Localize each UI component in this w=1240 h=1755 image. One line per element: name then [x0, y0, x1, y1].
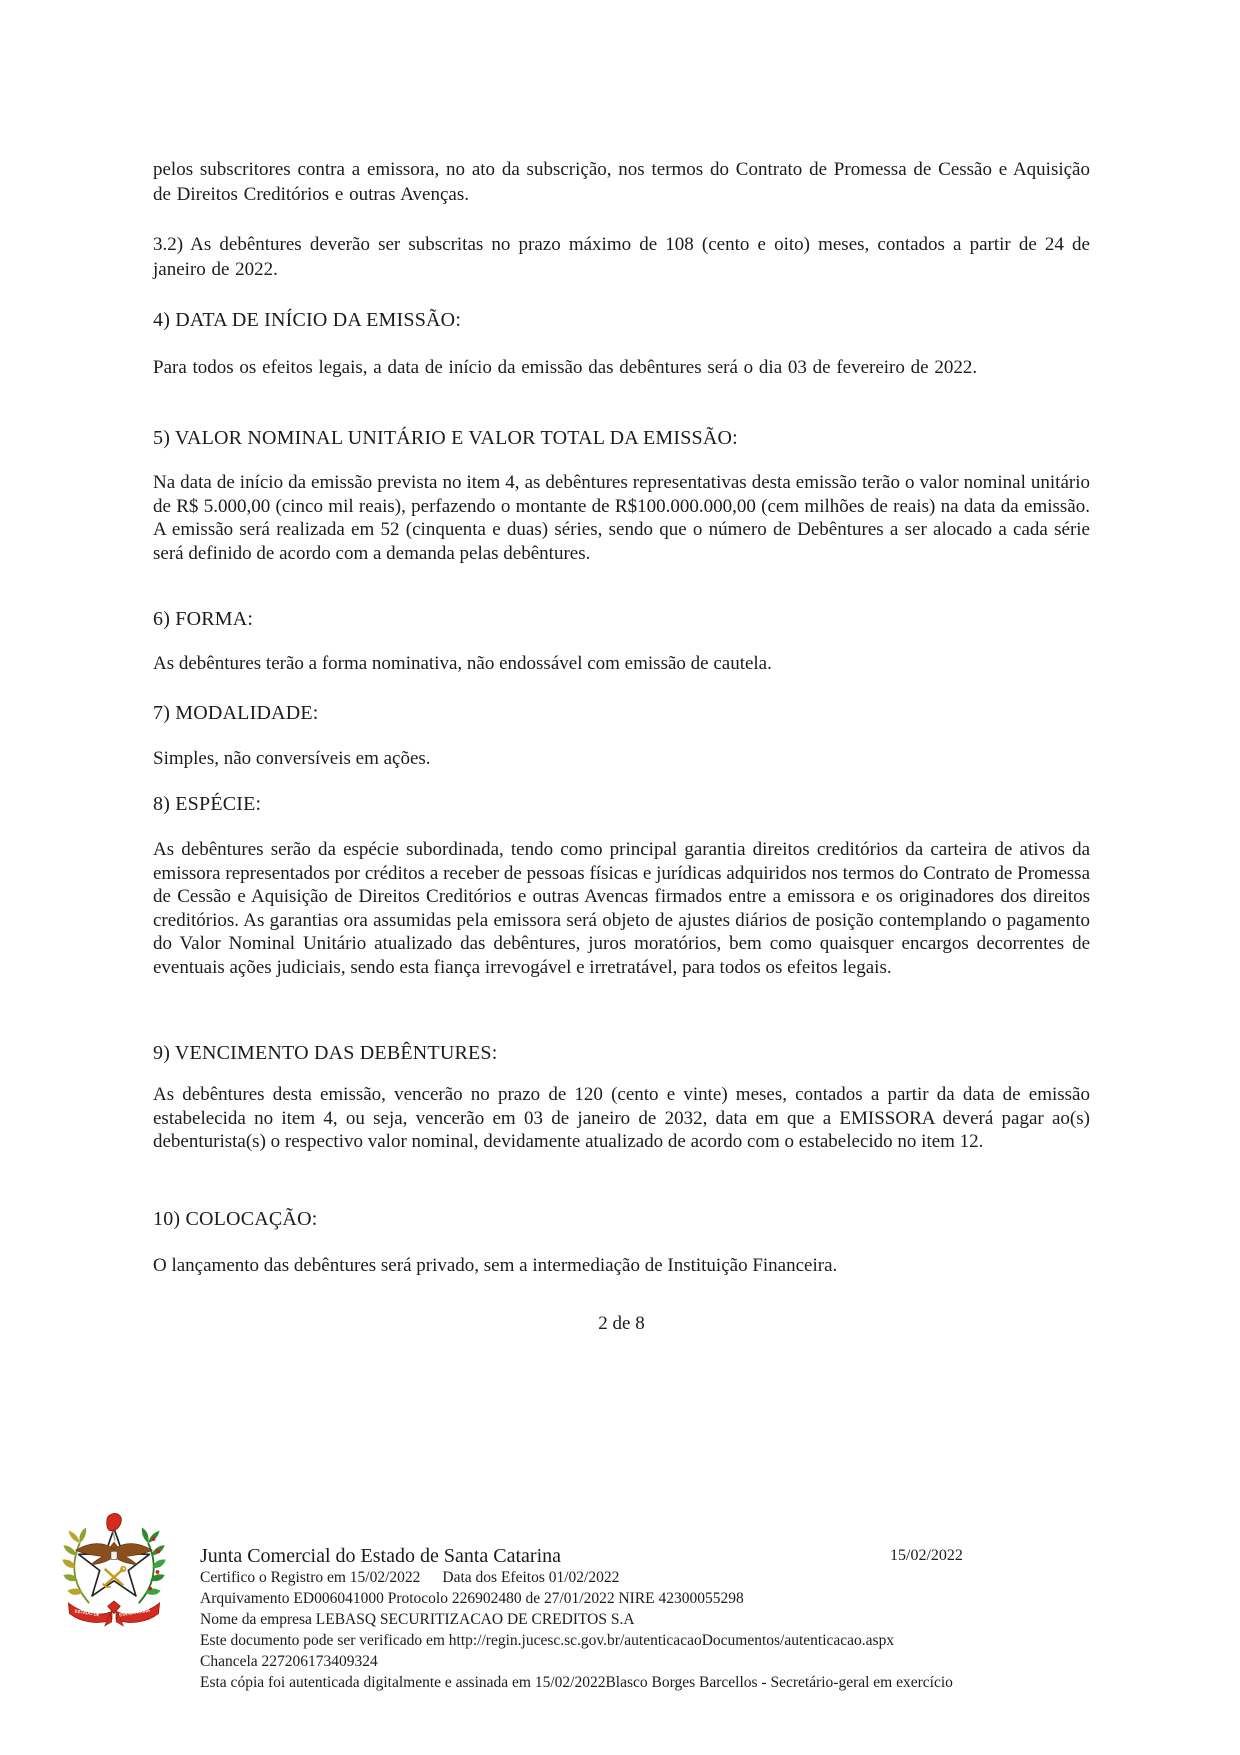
page-number: 2 de 8: [598, 1313, 645, 1334]
registry-line-autenticacao: Esta cópia foi autenticada digitalmente e assinada em 15/02/2022Blasco Borges Barcellos - Secretário-geral em exercício: [200, 1674, 953, 1691]
section-8-heading: 8) ESPÉCIE:: [153, 793, 262, 815]
stamp-date: 15/02/2022: [890, 1547, 963, 1564]
seal-ribbon-text-left: ESTADO DE: [74, 1608, 100, 1618]
section-6-heading: 6) FORMA:: [153, 608, 254, 630]
santa-catarina-state-seal-icon: [62, 1512, 166, 1630]
registry-line-verificacao: Este documento pode ser verificado em http://regin.jucesc.sc.gov.br/autenticacaoDocumentos/autenticacao.aspx: [200, 1632, 895, 1649]
efeitos-text: Data dos Efeitos 01/02/2022: [442, 1569, 620, 1586]
registry-line-registro: [200, 1569, 619, 1587]
section-4-paragraph: Para todos os efeitos legais, a data de início da emissão das debêntures será o dia 03 de fevereiro de 2022.: [153, 357, 978, 378]
clause-3-2-paragraph: 3.2) As debêntures deverão ser subscritas no prazo máximo de 108 (cento e oito) meses, contados a partir de 24 de janeiro de 2022.: [153, 234, 1090, 280]
section-8-paragraph: As debêntures serão da espécie subordinada, tendo como principal garantia direitos creditórios da carteira de ativos da emissora representados por créditos a receber de pessoas físicas e jurídicas adquiridos nos termos do Contrato de Promessa de Cessão e Aquisição de Direitos Creditórios e outras Avencas firmados entre a emissora e os originadores dos direitos creditórios. As garantias ora assumidas pela emissora será objeto de ajustes diários de posição contemplando o pagamento do Valor Nominal Unitário atualizado das debêntures, juros moratórios, bem como quaisquer encargos decorrentes de eventuais ações judiciais, sendo esta fiança irrevogável e irretratável, para todos os efeitos legais.: [153, 839, 1090, 978]
section-10-paragraph: O lançamento das debêntures será privado, sem a intermediação de Instituição Financeira.: [153, 1255, 838, 1276]
section-5-heading: 5) VALOR NOMINAL UNITÁRIO E VALOR TOTAL DA EMISSÃO:: [153, 427, 738, 449]
seal-ribbon: [68, 1601, 159, 1626]
continuation-paragraph: pelos subscritores contra a emissora, no ato da subscrição, nos termos do Contrato de Promessa de Cessão e Aquisição de Direitos Creditórios e outras Avenças.: [153, 159, 1090, 205]
section-4-heading: 4) DATA DE INÍCIO DA EMISSÃO:: [153, 309, 462, 331]
section-6-paragraph: As debêntures terão a forma nominativa, não endossável com emissão de cautela.: [153, 653, 772, 674]
section-9-heading: 9) VENCIMENTO DAS DEBÊNTURES:: [153, 1042, 498, 1064]
seal-ribbon-text-right: STA.CATARINA: [118, 1607, 151, 1618]
registro-text: Certifico o Registro em 15/02/2022: [200, 1569, 421, 1586]
seal-right-branch: [139, 1528, 166, 1604]
seal-phrygian-cap: [107, 1513, 122, 1541]
section-10-heading: 10) COLOCAÇÃO:: [153, 1208, 318, 1230]
section-7-paragraph: Simples, não conversíveis em ações.: [153, 748, 431, 769]
registry-line-arquivamento: Arquivamento ED006041000 Protocolo 226902480 de 27/01/2022 NIRE 42300055298: [200, 1590, 744, 1607]
section-7-heading: 7) MODALIDADE:: [153, 702, 319, 724]
section-9-paragraph: As debêntures desta emissão, vencerão no prazo de 120 (cento e vinte) meses, contados a partir da data de emissão estabelecida no item 4, ou seja, vencerão em 03 de janeiro de 2032, data em que a EMISSORA deverá pagar ao(s) debenturista(s) o respectivo valor nominal, devidamente atualizado de acordo com o estabelecido no item 12.: [153, 1084, 1090, 1152]
seal-left-branch: [62, 1528, 89, 1604]
registry-line-empresa: Nome da empresa LEBASQ SECURITIZACAO DE CREDITOS S.A: [200, 1611, 635, 1628]
registry-name: Junta Comercial do Estado de Santa Catarina: [200, 1545, 562, 1567]
section-5-paragraph: Na data de início da emissão prevista no item 4, as debêntures representativas desta emissão terão o valor nominal unitário de R$ 5.000,00 (cinco mil reais), perfazendo o montante de R$100.000.000,00 (cem milhões de reais) na data da emissão. A emissão será realizada em 52 (cinquenta e duas) séries, sendo que o número de Debêntures a ser alocado a cada série será definido de acordo com a demanda pelas debêntures.: [153, 472, 1090, 564]
registry-line-chancela: Chancela 227206173409324: [200, 1653, 378, 1670]
